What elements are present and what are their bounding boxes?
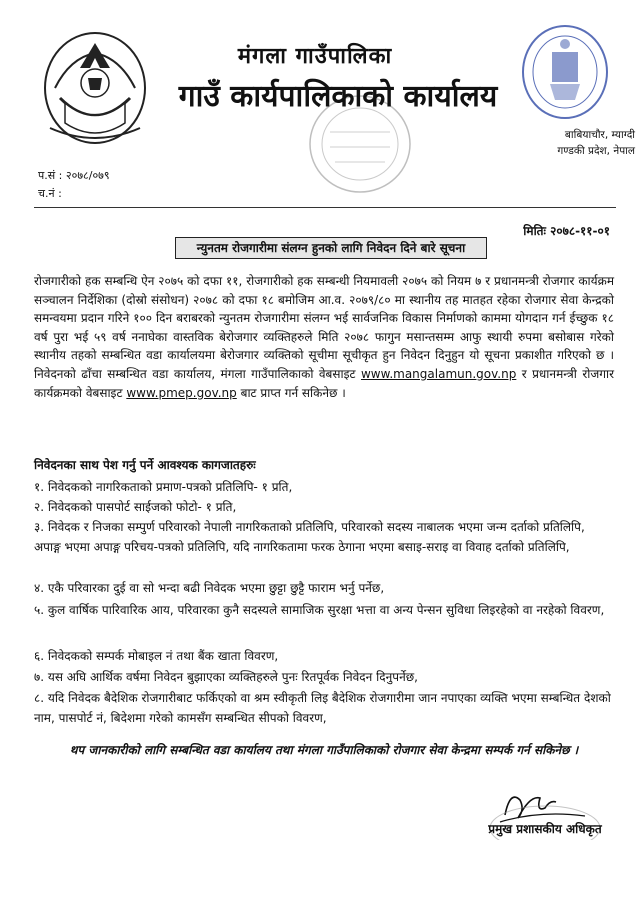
requirement-item-1: १. निवेदककाे नागरिकताको प्रमाण-पत्रको प्रतिलिपि- १ प्रति, [34,480,293,494]
requirement-item-8: ८. यदि निवेदक बैदेशिक रोजगारीबाट फर्किएको वा श्रम स्वीकृती लिइ बैदेशिक रोजगारीमा जान नपाएका व्यक्ति भएमा सम्बन्धित देशको नाम, पासपोर्ट नं, बिदेशमा गरेको कामसँग सम्बन्धित सीपको विवरण, [34,691,611,725]
notice-subject: न्युनतम रोजगारीमा संलग्न हुनको लागि निवेदन दिने बारे सूचना [175,237,487,259]
body-text-part3: बाट प्राप्त गर्न सकिनेछ । [236,385,346,400]
notice-date: मितिः २०७८-११-०१ [523,224,610,238]
office-address [520,127,635,159]
address-line-1: बाबियाचौर, म्याग्दी [564,129,635,141]
municipality-website-link[interactable]: www.mangalamun.gov.np [360,366,517,381]
requirement-item-3: ३. निवेदक र निजका सम्पुर्ण परिवारको नेपाली नागरिकताको प्रतिलिपि, परिवारको सदस्य नाबालक भएमा जन्म दर्ताको प्रतिलिपि, अपाङ्ग भएमा अपाङ्ग परिचय-पत्रको प्रतिलिपि, यदि नागरिकतामा फरक ठेगाना भएमा बसाइ-सराइ वा विवाह दर्ताको प्रतिलिपि, [34,520,585,554]
requirements-heading: निवेदनका साथ पेश गर्नु पर्ने आवश्यक कागजातहरुः [34,458,256,472]
signatory-title: प्रमुख प्रशासकीय अधिकृत [488,822,602,836]
header-divider [34,207,616,208]
requirement-item-5: ५. कुल वार्षिक पारिवारिक आय, परिवारका कुनै सदस्यले सामाजिक सुरक्षा भत्ता वा अन्य पेन्सन सुविधा लिइरहेको वा नरहेको विवरण, [34,603,605,617]
nepal-emblem-logo [40,28,150,148]
address-line-2: गण्डकी प्रदेश, नेपाल [557,145,635,157]
reference-number: प.सं : २०७८/०७९ [38,169,110,182]
pmep-website-link[interactable]: www.pmep.gov.np [126,385,237,400]
contact-note: थप जानकारीको लागि सम्बन्धित वडा कार्यालय तथा मंगला गाउँपालिकाको रोजगार सेवा केन्द्रमा सम्पर्क गर्न सकिनेछ । [69,743,579,757]
body-text-part2: र प्रधानमन्त्री रोजगार कार्यक्रमको वेबसाइट [34,366,615,400]
requirement-item-6: ६. निवेदकको सम्पर्क मोबाइल नं तथा बैंक खाता विवरण, [34,649,279,663]
body-text-part1: रोजगारीको हक सम्बन्धि ऐन २०७५ को दफा ११, रोजगारीको हक सम्बन्धी नियमावली २०७५ को नियम ७ र प्रधानमन्त्री रोजगार कार्यक्रम सञ्चालन निर्देशिका (दोस्रो संसोधन) २०७८ को दफा १८ बमोजिम आ.व. २०७९/८० मा स्थानीय तह मातहत रहेका रोजगार सेवा केन्द्रको समन्वयमा प्रदान गरिने १०० दिन बराबरको न्युनतम रोजगारीमा संलग्न भई सार्वजनिक विकास निर्माणको काममा योगदान गर्न ईच्छुक १८ वर्ष पुरा भई ५९ वर्ष ननाघेका वास्तविक बेरोजगार व्यक्तिहरुले मिति २०७८ फागुन मसान्तसम्म आफु स्थायी रुपमा बसोबास गरेको स्थानीय तहको सम्बन्धित वडा कार्यालयमा बेरोजगार व्यक्तिको सूचीमा सूचीकृत हुन निवेदन दिनुहुन यो सूचना प्रकाशीत गरिएको छ । निवेदनको ढाँचा सम्बन्धित वडा कार्यालय, मंगला गाउँपालिकाको वेबसाइट [34,274,614,381]
municipality-seal-logo [520,22,610,122]
municipality-name: मंगला गाउँपालिका [237,44,393,69]
office-title: गाउँ कार्यपालिकाको कार्यालय [178,79,498,114]
requirement-item-2: २. निवेदकको पासपोर्ट साईजको फोटो- १ प्रति, [34,500,237,514]
requirement-item-4: ४. एकै परिवारका दुई वा सो भन्दा बढी निवेदक भएमा छुट्टा छुट्टै फाराम भर्नु पर्नेछ, [34,581,385,595]
notice-body [34,272,614,402]
requirement-item-7: ७. यस अघि आर्थिक वर्षमा निवेदन बुझाएका व्यक्तिहरुले पुनः रितपूर्वक निवेदन दिनुपर्नेछ, [34,670,418,684]
dispatch-number: च.नं : [38,187,62,200]
